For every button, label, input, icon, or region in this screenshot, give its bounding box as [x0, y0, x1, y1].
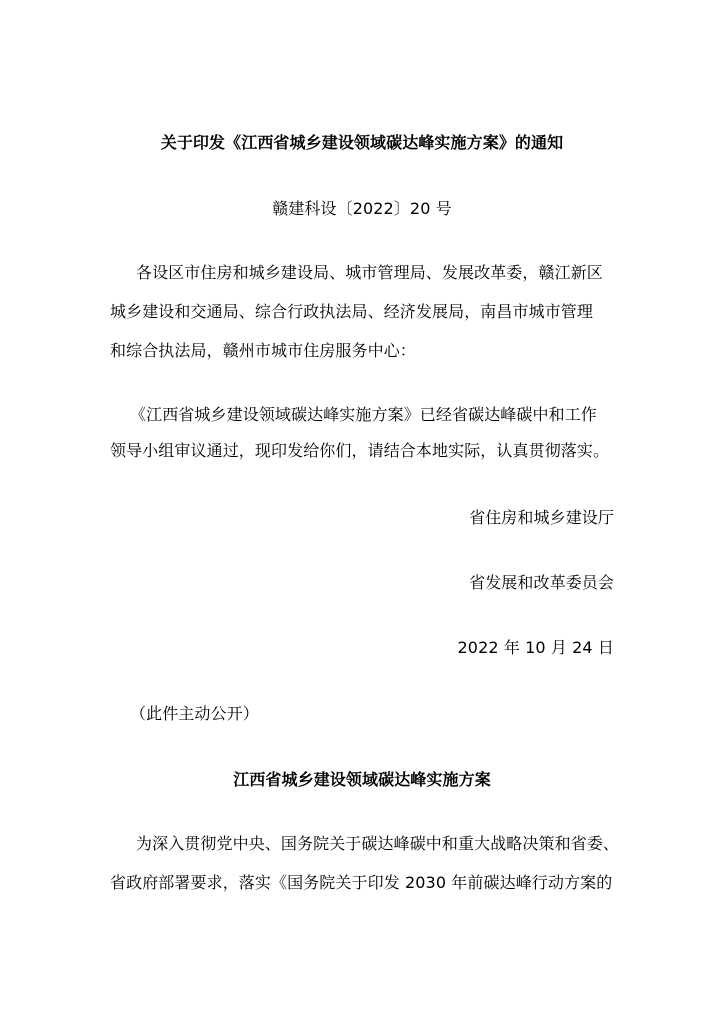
recipients-line-2: 城乡建设和交通局、综合行政执法局、经济发展局，南昌市城市管理 — [110, 302, 594, 321]
issuer-housing-department: 省住房和城乡建设厅 — [469, 508, 614, 527]
recipients-line-1: 各设区市住房和城乡建设局、城市管理局、发展改革委，赣江新区 — [136, 263, 603, 282]
issuer-development-commission: 省发展和改革委员会 — [469, 573, 614, 592]
plan-intro-line-1: 为深入贯彻党中央、国务院关于碳达峰碳中和重大战略决策和省委、 — [136, 834, 620, 853]
plan-intro-line-2: 省政府部署要求，落实《国务院关于印发 2030 年前碳达峰行动方案的 — [110, 873, 613, 892]
plan-title: 江西省城乡建设领域碳达峰实施方案 — [233, 770, 491, 789]
body-line-2: 领导小组审议通过，现印发给你们，请结合本地实际，认真贯彻落实。 — [110, 441, 610, 460]
document-number: 赣建科设〔2022〕20 号 — [272, 199, 452, 218]
disclosure-note: （此件主动公开） — [130, 704, 259, 723]
notice-title: 关于印发《江西省城乡建设领域碳达峰实施方案》的通知 — [160, 133, 564, 152]
issue-date: 2022 年 10 月 24 日 — [457, 638, 614, 657]
body-line-1: 《江西省城乡建设领域碳达峰实施方案》已经省碳达峰碳中和工作 — [130, 405, 597, 424]
recipients-line-3: 和综合执法局，赣州市城市住房服务中心： — [110, 341, 416, 360]
